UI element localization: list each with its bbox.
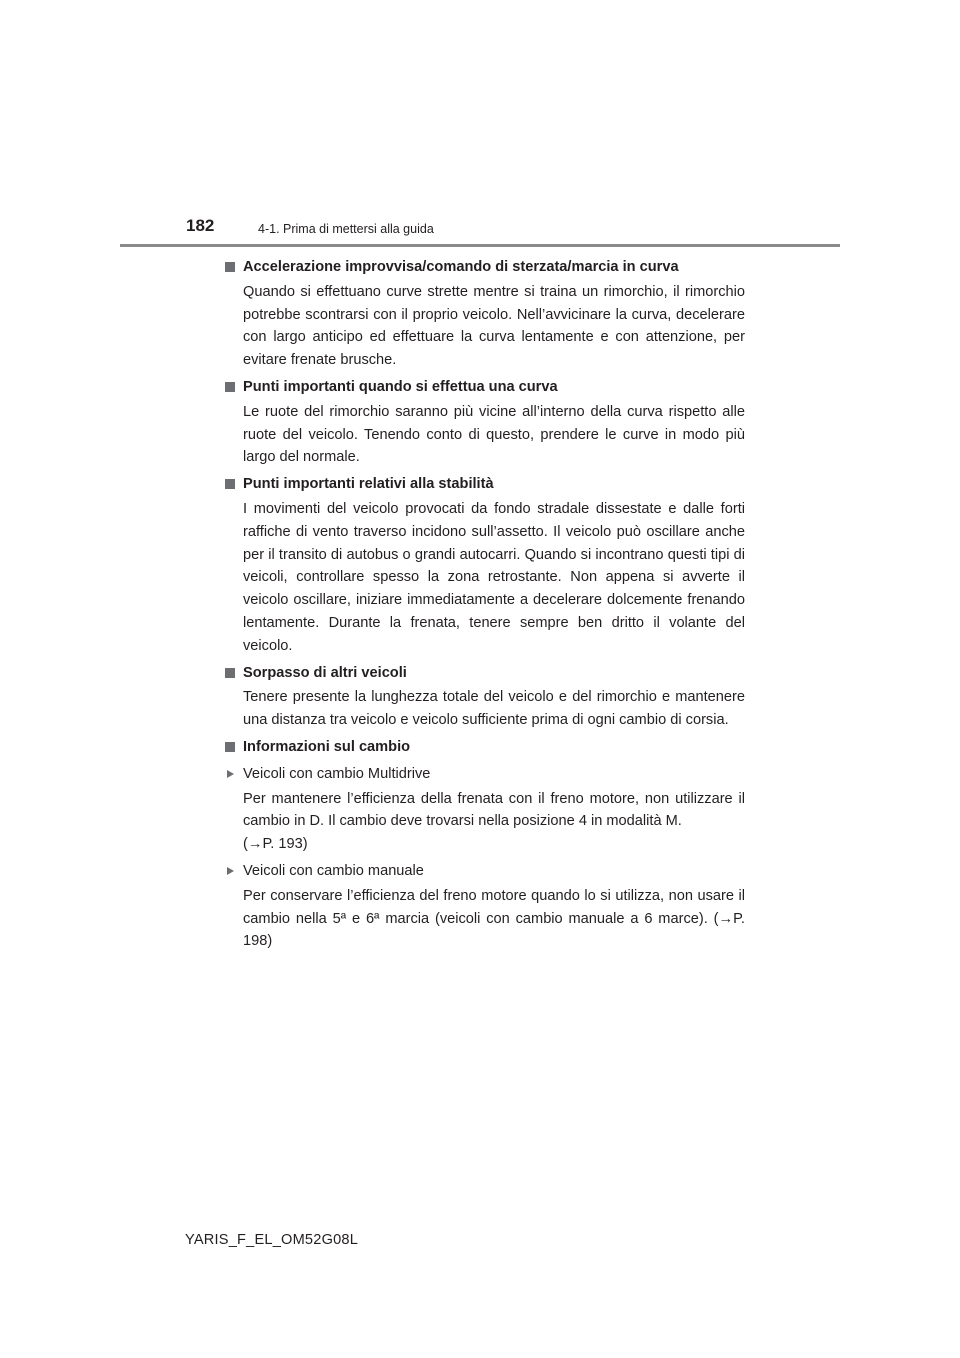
page-reference: (→P. 193): [243, 836, 308, 853]
section-title-text: Punti importanti quando si effettua una curva: [243, 378, 558, 395]
section-title-text: Punti importanti relativi alla stabilità: [243, 476, 494, 493]
section-heading: [225, 473, 745, 496]
header-rule: [120, 244, 840, 247]
section-body: Quando si effettuano curve strette mentre si traina un rimorchio, il rimorchio potrebbe scontrarsi con il proprio veicolo. Nell’avvicinare la curva, decelerare con largo anticipo ed effettuare la curva lentamente e con attenzione, per evitare frenate brusche.: [243, 283, 745, 369]
subsection-body: [225, 788, 745, 856]
document-code: YARIS_F_EL_OM52G08L: [185, 1232, 359, 1248]
square-bullet-icon: [225, 742, 235, 752]
page-number: 182: [186, 216, 215, 235]
section-title-text: Informazioni sul cambio: [243, 738, 411, 755]
section-title-text: Sorpasso di altri veicoli: [243, 664, 407, 681]
section-heading: [225, 736, 745, 759]
square-bullet-icon: [225, 382, 235, 392]
subsection-title-text: Veicoli con cambio manuale: [243, 862, 424, 879]
section-heading: [225, 256, 745, 279]
page-content: [225, 252, 745, 955]
section-body: I movimenti del veicolo provocati da fondo stradale dissestate e dalle forti raffiche di vento traverso incidono sull’assetto. Il veicolo può oscillare anche per il transito di autobus o grandi autocarri. Quando si incontrano questi tipi di veicoli, controllare spesso la zona retrostante. Non appena si avverte il veicolo oscillare, iniziare immediatamente a decelerare dolcemente frenando lentamente. Durante la frenata, tenere sempre ben dritto il volante del veicolo.: [243, 500, 745, 654]
section-heading: [225, 662, 745, 685]
subsection-heading: [225, 763, 745, 786]
subsection-heading: [225, 860, 745, 883]
square-bullet-icon: [225, 262, 235, 272]
section-title: 4-1. Prima di mettersi alla guida: [258, 222, 434, 236]
triangle-bullet-icon: [227, 867, 234, 875]
triangle-bullet-icon: [227, 770, 234, 778]
square-bullet-icon: [225, 668, 235, 678]
section-heading: [225, 376, 745, 399]
section-body: Tenere presente la lunghezza totale del veicolo e del rimorchio e mantenere una distanza tra veicolo e veicolo sufficiente prima di ogni cambio di corsia.: [243, 689, 745, 729]
subsection-body: Per conservare l’efficienza del freno motore quando lo si utilizza, non usare il cambio nella 5ª e 6ª marcia (veicoli con cambio manuale a 6 marce). (→P. 198): [243, 887, 745, 950]
square-bullet-icon: [225, 479, 235, 489]
section-body: Le ruote del rimorchio saranno più vicine all’interno della curva rispetto alle ruote del veicolo. Tenendo conto di questo, prendere le curve in modo più largo del normale.: [243, 403, 745, 466]
subsection-body-text: Per mantenere l’efficienza della frenata con il freno motore, non utilizzare il cambio in D. Il cambio deve trovarsi nella posizione 4 in modalità M.: [243, 790, 745, 830]
section-title-text: Accelerazione improvvisa/comando di sterzata/marcia in curva: [243, 259, 679, 275]
subsection-title-text: Veicoli con cambio Multidrive: [243, 765, 431, 782]
